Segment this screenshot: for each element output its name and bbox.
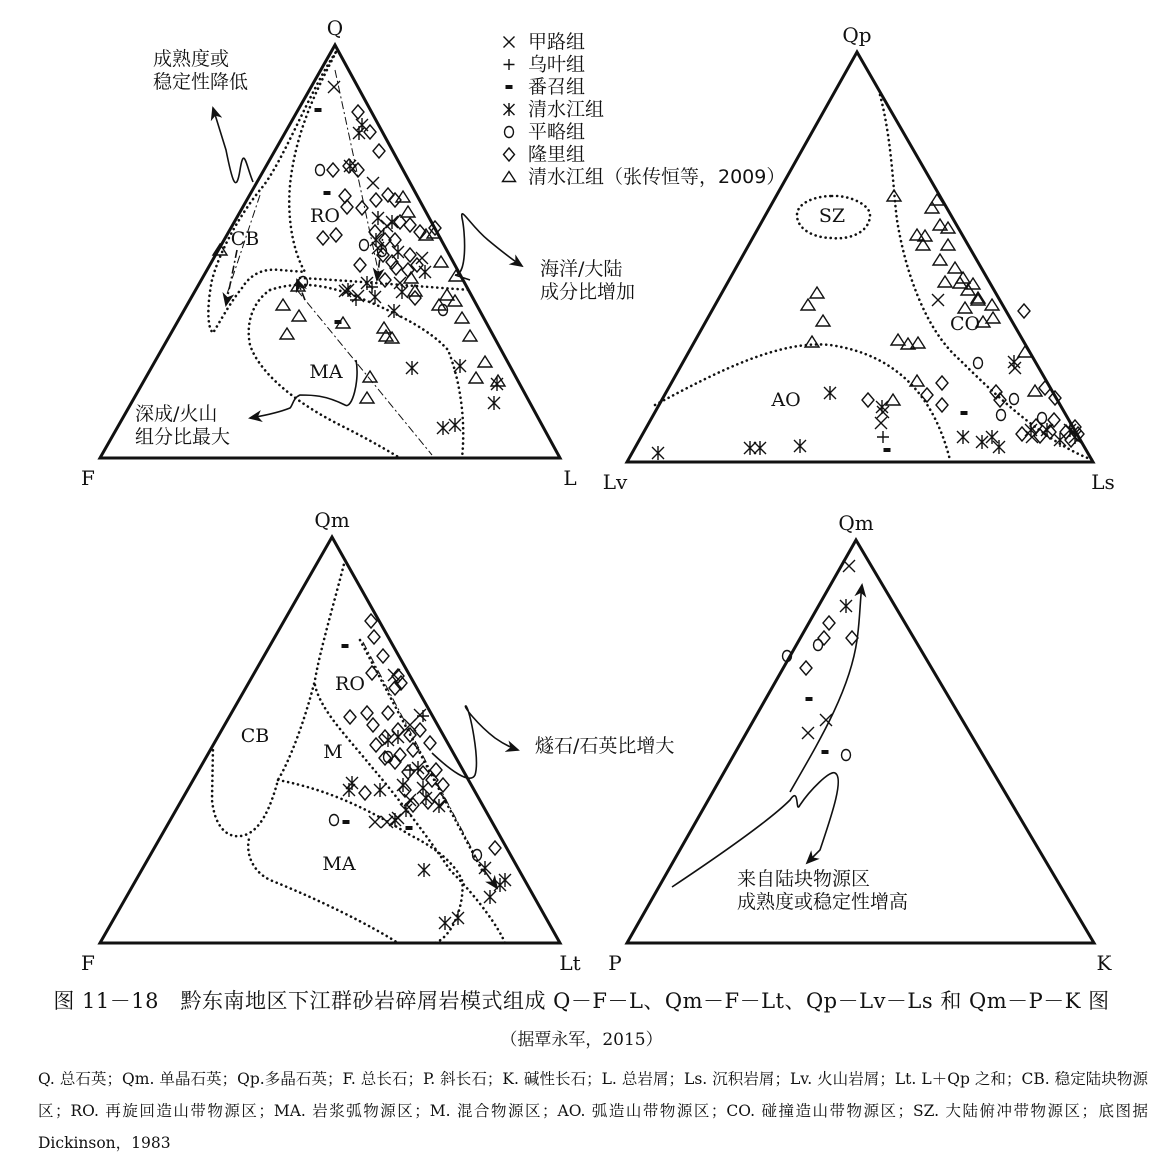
circle-marker (505, 127, 514, 138)
diamond-marker (339, 189, 351, 203)
x-marker (932, 294, 944, 306)
field-boundary (208, 52, 336, 333)
asterisk-marker (346, 776, 358, 790)
diamond-marker (341, 200, 353, 214)
triangle-marker (925, 202, 939, 213)
triangle-marker (891, 334, 905, 345)
asterisk-marker (449, 418, 461, 432)
triangle-marker (292, 310, 306, 321)
diamond-marker (361, 706, 373, 720)
series-plus (877, 431, 889, 443)
diamond-marker (389, 193, 401, 207)
diamond-marker (370, 193, 382, 207)
field-label: RO (310, 205, 340, 227)
triangle-marker (434, 256, 448, 267)
diamond-marker (367, 718, 379, 732)
asterisk-marker (374, 783, 386, 797)
diamond-marker (370, 738, 382, 752)
asterisk-marker (400, 803, 412, 817)
diamond-marker (377, 649, 389, 663)
circle-marker (842, 750, 851, 761)
triangle-marker (455, 312, 469, 323)
asterisk-marker (484, 890, 496, 904)
annotation-text: 成分比增加 (540, 281, 636, 303)
asterisk-marker (504, 103, 515, 116)
annotation-text: 成熟度或稳定性增高 (737, 891, 909, 913)
diamond-marker (373, 144, 385, 158)
asterisk-marker (369, 290, 381, 304)
dash-marker (342, 644, 349, 648)
qm-f-lt-ternary-plot (81, 508, 674, 975)
triangle-marker (478, 356, 492, 367)
diamond-marker (862, 393, 874, 407)
dash-marker (406, 826, 413, 830)
triangle-marker (816, 315, 830, 326)
dash-marker (884, 448, 891, 452)
diamond-marker (936, 398, 948, 412)
diamond-marker (504, 148, 515, 161)
asterisk-marker (993, 440, 1005, 454)
dash-marker (961, 411, 968, 415)
annotation-text: 稳定性降低 (153, 71, 249, 93)
diamond-marker (936, 376, 948, 390)
qm-p-k-ternary-plot (608, 511, 1112, 975)
ternary-frame (100, 45, 560, 458)
diamond-marker (411, 258, 423, 272)
diamond-marker (382, 188, 394, 202)
diamond-marker (366, 666, 378, 680)
series-dash (884, 411, 968, 452)
asterisk-marker (372, 211, 384, 225)
series-asterisk (840, 599, 852, 613)
diamond-marker (404, 218, 416, 232)
triangle-marker (377, 322, 391, 333)
trend-guide (335, 70, 378, 270)
triangle-marker (463, 330, 477, 341)
legend-item-label: 清水江组（张传恒等，2009） (528, 166, 786, 188)
triangle-marker (440, 289, 454, 300)
arrow-ocean-continent (455, 214, 522, 280)
asterisk-marker (652, 446, 664, 460)
series-diamond (344, 614, 501, 855)
figure-source: （据覃永军，2015） (500, 1030, 663, 1050)
dash-marker (806, 697, 813, 701)
triangle-marker (360, 392, 374, 403)
diamond-marker (424, 736, 436, 750)
x-marker (802, 727, 814, 739)
annotation-text: 深成/火山 (135, 403, 218, 425)
legend-item-label: 清水江组 (528, 98, 605, 121)
x-marker (843, 560, 855, 572)
triangle-marker (276, 299, 290, 310)
field-boundary (212, 560, 345, 836)
diamond-marker (489, 841, 501, 855)
field-label: CB (240, 725, 270, 747)
vertex-label-left: F (81, 466, 95, 490)
plus-marker (417, 710, 429, 722)
arrow-maturity-up (790, 585, 862, 792)
series-asterisk (342, 118, 503, 435)
series-circle (783, 640, 851, 761)
circle-marker (360, 240, 369, 251)
vertex-label-right: K (1096, 951, 1112, 975)
asterisk-marker (499, 873, 511, 887)
diamond-marker (359, 786, 371, 800)
triangle-marker (985, 299, 999, 310)
dash-marker (315, 108, 322, 112)
triangle-marker (469, 372, 483, 383)
vertex-label-right: Ls (1091, 470, 1115, 494)
vertex-label-left: Lv (602, 470, 628, 494)
asterisk-marker (396, 285, 408, 299)
annotation-text: 成熟度或 (153, 48, 230, 70)
dash-marker (324, 191, 331, 195)
triangle-marker (401, 206, 415, 217)
triangle-marker (933, 254, 947, 265)
diamond-marker (407, 798, 419, 812)
annotation-text: 来自陆块物源区 (737, 868, 871, 890)
plus-marker (350, 294, 362, 306)
diamond-marker (382, 706, 394, 720)
triangle-marker (810, 287, 824, 298)
plus-marker (404, 764, 416, 776)
triangle-marker (986, 312, 1000, 323)
diamond-marker (330, 228, 342, 242)
dash-marker (343, 820, 350, 824)
asterisk-marker (454, 359, 466, 373)
triangle-marker (933, 219, 947, 230)
diamond-marker (344, 710, 356, 724)
field-label: MA (322, 853, 356, 875)
asterisk-marker (479, 861, 491, 875)
asterisk-marker (824, 386, 836, 400)
plus-marker (504, 59, 515, 70)
dash-marker (822, 750, 829, 754)
diamond-marker (379, 273, 391, 287)
circle-marker (974, 358, 983, 369)
diamond-marker (800, 661, 812, 675)
legend-item-label: 平略组 (528, 121, 586, 143)
diamond-marker (317, 231, 329, 245)
triangle-marker (801, 299, 815, 310)
x-marker (381, 816, 393, 828)
x-marker (504, 37, 515, 48)
diamond-marker (354, 258, 366, 272)
triangle-marker (503, 172, 516, 182)
circle-marker (316, 165, 325, 176)
circle-marker (1010, 394, 1019, 405)
asterisk-marker (417, 781, 429, 795)
diamond-marker (422, 795, 434, 809)
arrow-maturity-decrease (213, 108, 253, 183)
figure-notes: Q. 总石英；Qm. 单晶石英；Qp.多晶石英；F. 总长石；P. 斜长石；K. 碱性长石；L. 总岩屑；Ls. 沉积岩屑；Lv. 火山岩屑；Lt. L＋Qp 之和；CB. 稳定陆块物源区；RO. 再旋回造山带物源区；MA. 岩浆弧物源区；M. 混合物源区；AO. 弧造山带物源区；CO. 碰撞造山带物源区；SZ. 大陆俯冲带物源区；底图据 Dickinson，1983 (38, 1070, 1148, 1152)
asterisk-marker (437, 421, 449, 435)
asterisk-marker (418, 863, 430, 877)
triangle-marker (938, 276, 952, 287)
x-marker (875, 417, 887, 429)
field-label: MA (309, 361, 343, 383)
dash-marker (506, 85, 513, 89)
field-label: SZ (818, 205, 846, 227)
diamond-marker (1018, 304, 1030, 318)
diamond-marker (352, 105, 364, 119)
asterisk-marker (452, 911, 464, 925)
asterisk-marker (388, 304, 400, 318)
legend-item-label: 番召组 (528, 76, 586, 98)
arrow-chert-quartz (432, 706, 518, 778)
circle-marker (330, 815, 339, 826)
field-label: RO (335, 673, 365, 695)
annotation-text: 燧石/石英比增大 (535, 735, 675, 757)
diamond-marker (818, 631, 830, 645)
asterisk-marker (754, 441, 766, 455)
asterisk-marker (957, 430, 969, 444)
annotation-text: 组分比最大 (135, 426, 231, 448)
vertex-label-left: P (608, 951, 622, 975)
field-label: AO (771, 389, 801, 411)
annotation-text: 海洋/大陆 (540, 258, 623, 280)
vertex-label-right: L (563, 466, 577, 490)
series-asterisk (652, 355, 1081, 460)
diamond-marker (921, 388, 933, 402)
vertex-label-left: F (81, 951, 95, 975)
x-marker (369, 816, 381, 828)
asterisk-marker (840, 599, 852, 613)
diamond-marker (368, 630, 380, 644)
diamond-marker (327, 163, 339, 177)
field-boundary (360, 640, 484, 874)
plus-marker (877, 431, 889, 443)
legend (503, 31, 786, 188)
field-label: CB (230, 228, 260, 250)
asterisk-marker (353, 126, 365, 140)
circle-marker (997, 410, 1006, 421)
triangle-marker (941, 239, 955, 250)
qp-lv-ls-ternary-plot (603, 23, 1115, 494)
asterisk-marker (488, 396, 500, 410)
figure-title: 图 11－18 黔东南地区下江群砂岩碎屑岩模式组成 Q－F－L、Qm－F－Lt、Qp－Lv－Ls 和 Qm－P－K 图 (53, 989, 1110, 1013)
diamond-marker (409, 291, 421, 305)
asterisk-marker (439, 916, 451, 930)
vertex-label-top: Qm (838, 511, 874, 535)
asterisk-marker (406, 361, 418, 375)
legend-item-label: 甲路组 (528, 31, 586, 53)
vertex-label-right: Lt (559, 951, 581, 975)
diamond-marker (402, 765, 414, 779)
asterisk-marker (386, 215, 398, 229)
vertex-label-top: Qm (314, 508, 350, 532)
asterisk-marker (794, 439, 806, 453)
field-label: CO (949, 313, 981, 335)
field-label: M (323, 741, 343, 763)
ternary-frame (100, 537, 560, 943)
triangle-marker (886, 394, 900, 405)
series-circle (974, 358, 1047, 424)
diamond-marker (823, 616, 835, 630)
trend-guide (363, 642, 484, 872)
vertex-label-top: Q (326, 16, 344, 40)
triangle-marker (280, 328, 294, 339)
x-marker (367, 177, 379, 189)
legend-item-label: 乌叶组 (528, 53, 586, 76)
triangle-marker (948, 262, 962, 273)
legend-item-label: 隆里组 (528, 143, 586, 166)
series-asterisk (343, 730, 511, 930)
diamond-marker (404, 248, 416, 262)
diamond-marker (364, 125, 376, 139)
ternary-frame (627, 52, 1093, 462)
vertex-label-top: Qp (842, 23, 872, 47)
